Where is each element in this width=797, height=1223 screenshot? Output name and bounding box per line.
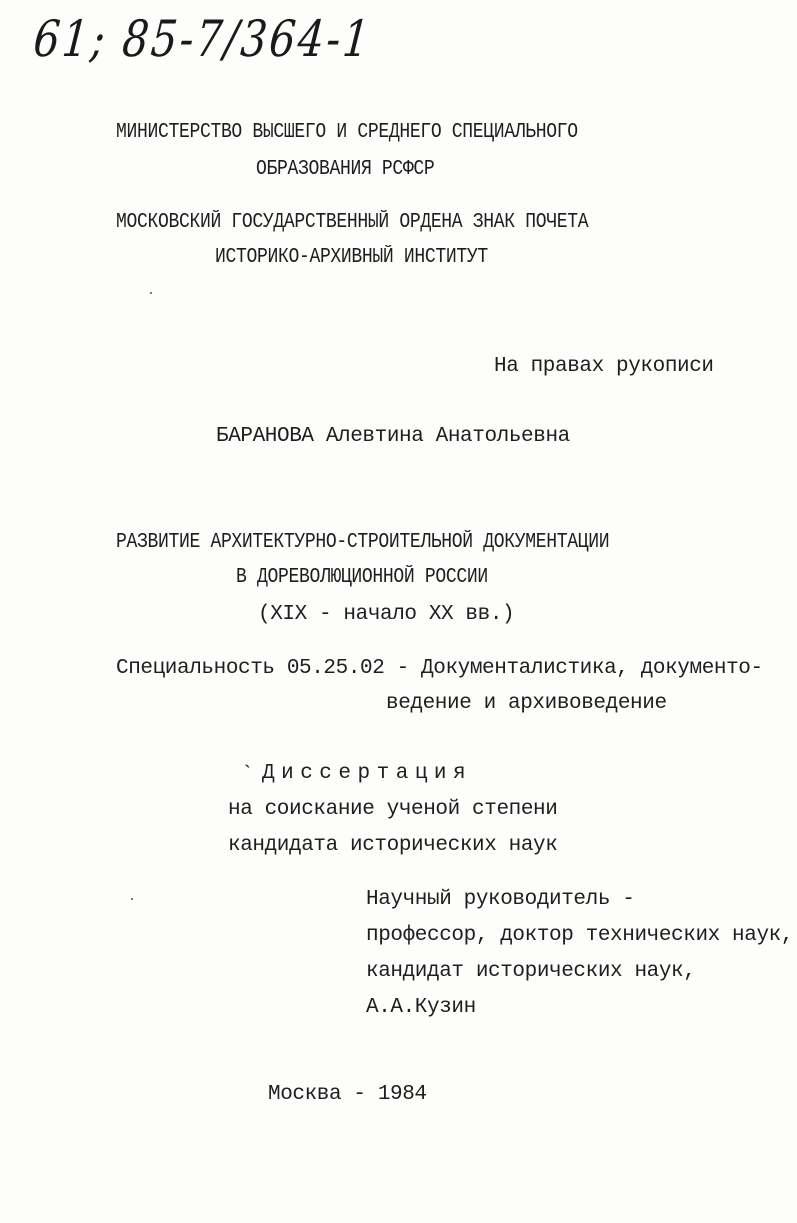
tick-mark: ` <box>241 764 254 787</box>
paper-speck <box>150 292 152 294</box>
dissertation-line-2: на соискание ученой степени <box>228 798 558 821</box>
paper-speck <box>131 898 133 900</box>
author-name: БАРАНОВА Алевтина Анатольевна <box>216 425 570 448</box>
institute-line-2: ИСТОРИКО-АРХИВНЫЙ ИНСТИТУТ <box>215 246 488 269</box>
supervisor-line-1: Научный руководитель - <box>366 888 635 911</box>
institute-line-1: МОСКОВСКИЙ ГОСУДАРСТВЕННЫЙ ОРДЕНА ЗНАК ПОЧЕТА <box>116 211 589 234</box>
archive-code-handwritten: 61; 85-7/364-1 <box>31 10 374 68</box>
title-line-2: В ДОРЕВОЛЮЦИОННОЙ РОССИИ <box>236 566 488 589</box>
ministry-line-1: МИНИСТЕРСТВО ВЫСШЕГО И СРЕДНЕГО СПЕЦИАЛЬНОГО <box>116 121 578 144</box>
supervisor-name: А.А.Кузин <box>366 996 476 1019</box>
specialty-line-1: Специальность 05.25.02 - Документалистика, документо- <box>116 657 763 680</box>
dissertation-heading: Диссертация <box>262 762 473 785</box>
title-line-1: РАЗВИТИЕ АРХИТЕКТУРНО-СТРОИТЕЛЬНОЙ ДОКУМЕНТАЦИИ <box>116 531 610 554</box>
ministry-line-2: ОБРАЗОВАНИЯ РСФСР <box>256 158 435 181</box>
title-line-3: (XIX - начало XX вв.) <box>258 603 515 626</box>
supervisor-line-3: кандидат исторических наук, <box>366 960 696 983</box>
dissertation-line-3: кандидата исторических наук <box>228 834 558 857</box>
manuscript-note: На правах рукописи <box>494 355 714 378</box>
specialty-line-2: ведение и архивоведение <box>386 692 667 715</box>
place-year: Москва - 1984 <box>268 1083 427 1106</box>
supervisor-line-2: профессор, доктор технических наук, <box>366 924 794 947</box>
